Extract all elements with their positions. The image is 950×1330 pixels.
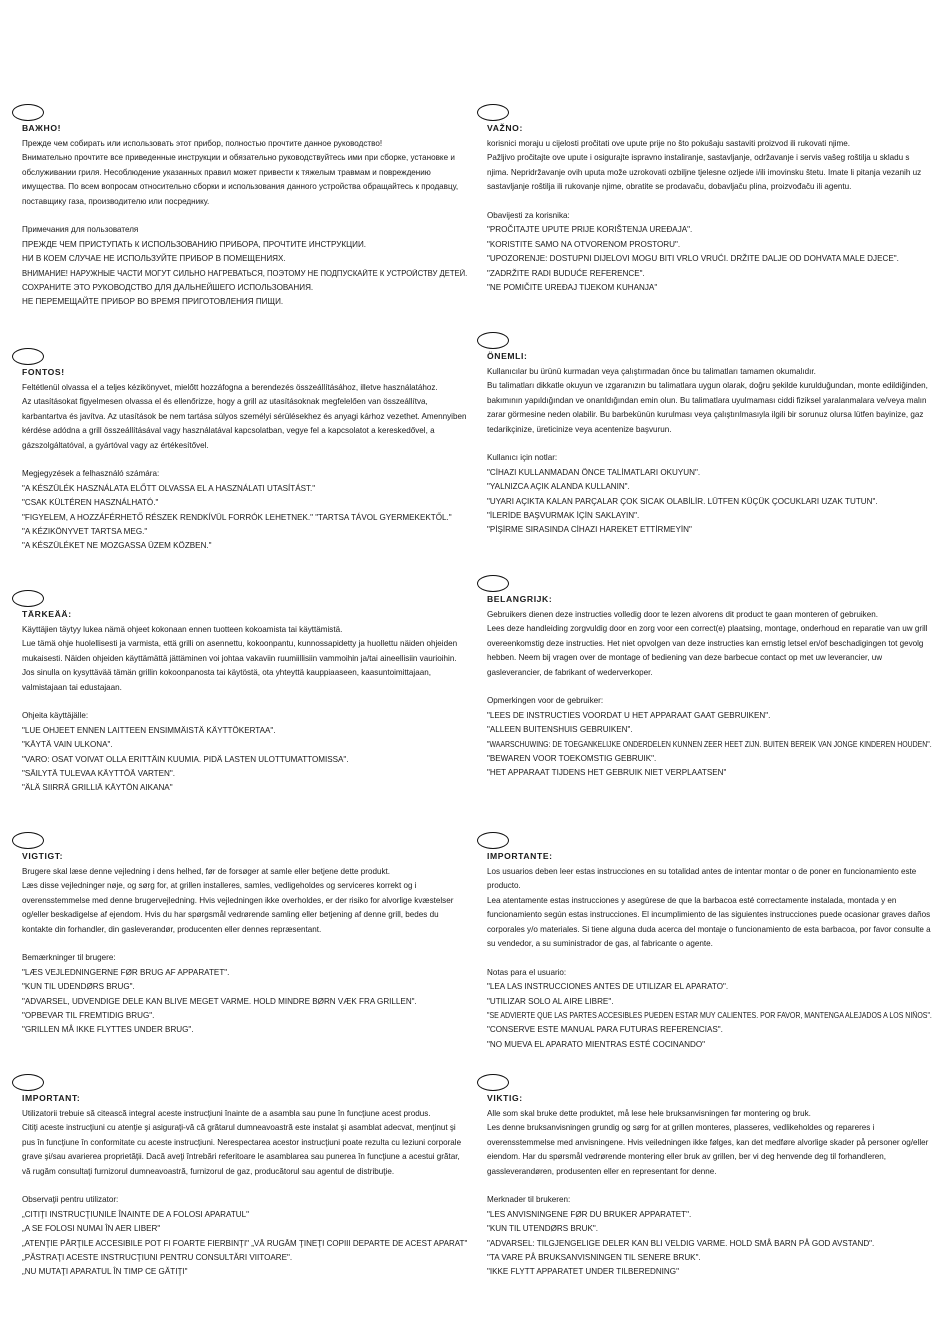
language-marker-oval (477, 104, 509, 121)
notes-title: Opmerkingen voor de gebruiker: (487, 696, 604, 706)
note-item: "CİHAZI KULLANMADAN ÖNCE TALİMATLARI OKUYUN". (487, 467, 701, 477)
section-body: Bu talimatları dikkatle okuyun ve ızgaranızın bu talimatlara uygun olarak, doğru şekilde kurulduğundan, monte edildiğinden, bakımının yapıldığından ve onarıldığından emin olun. Bu talimatlara uyulmaması ciddi fiziksel yaralanmalara ve/veya malın zarar görmesine neden olabilir. Bu barbekünün kurulması veya çalıştırılmasıyla ilgili bir sorunuz olursa lütfen bayinize, gaz tedarikçinize, üreticinize veya acentenize başvurun. (487, 381, 928, 434)
section-body: Lea atentamente estas instrucciones y asegúrese de que la barbacoa esté correctamente instalada, montada y en funcionamiento según estas instrucciones. El incumplimiento de las siguientes instrucciones puede ocasionar graves daños corporales y/o materiales. Si tiene alguna duda acerca del montaje o funcionamiento de esta barbacoa, por favor consulte a su vendedor, a su suministrador de gas, al fabricante o agente. (487, 895, 931, 949)
note-item: „ATENŢIE PĂRŢILE ACCESIBILE POT FI FOARTE FIERBINŢI" „VĂ RUGĂM ŢINEŢI COPIII DEPARTE DE ACEST APARAT" (22, 1238, 468, 1248)
note-item: "HET APPARAAT TIJDENS HET GEBRUIK NIET VERPLAATSEN" (487, 768, 727, 778)
note-item: "VARO: OSAT VOIVAT OLLA ERITTÄIN KUUMIA. PIDÄ LASTEN ULOTTUMATTOMISSA". (22, 754, 349, 764)
note-item: "SÄILYTÄ TULEVAA KÄYTTÖÄ VARTEN". (22, 769, 175, 779)
note-item: "UPOZORENJE: DOSTUPNI DIJELOVI MOGU BITI VRLO VRUĆI. DRŽITE DALJE OD DOHVATA MALE DJECE". (487, 254, 899, 264)
note-item: "A KÉSZÜLÉKET NE MOZGASSA ÜZEM KÖZBEN." (22, 541, 212, 551)
note-item: "ADVARSEL, UDVENDIGE DELE KAN BLIVE MEGET VARME. HOLD MINDRE BØRN VÆK FRA GRILLEN". (22, 996, 417, 1006)
section-body: Внимательно прочтите все приведенные инструкции и обязательно руководствуйтесь ими при сборке, установке и обслуживании гриля. Несоблюдение указанных правил может привести к тяжелым травмам и повреждению имущества. По всем вопросам относительно сборки и использования данного устройства обращайтесь к продавцу, поставщику газа, производителю или посреднику. (22, 153, 459, 206)
note-item: "PROČITAJTE UPUTE PRIJE KORIŠTENJA UREĐAJA". (487, 225, 693, 235)
note-item: "LEES DE INSTRUCTIES VOORDAT U HET APPARAAT GAAT GEBRUIKEN". (487, 710, 771, 720)
note-item: "YALNIZCA AÇIK ALANDA KULLANIN". (487, 482, 630, 492)
note-item: "UYARI AÇIKTA KALAN PARÇALAR ÇOK SICAK OLABİLİR. LÜTFEN KÜÇÜK ÇOCUKLARI UZAK TUTUN". (487, 496, 878, 506)
note-item: "ADVARSEL: TILGJENGELIGE DELER KAN BLI VELDIG VARME. HOLD SMÅ BARN PÅ GOD AVSTAND". (487, 1238, 875, 1248)
note-item: "KUN TIL UDENDØRS BRUG". (22, 982, 135, 992)
notes-title: Примечания для пользователя (22, 225, 139, 235)
section-intro: korisnici moraju u cijelosti pročitati ove upute prije no što pokušaju sastaviti proizvod ili rukovati njime. (487, 139, 851, 148)
section-danish (22, 832, 467, 1038)
section-heading: VIGTIGT: (22, 851, 64, 861)
notes-title: Ohjeita käyttäjälle: (22, 711, 89, 721)
note-item: „A SE FOLOSI NUMAI ÎN AER LIBER" (22, 1224, 161, 1234)
note-item: "PİŞİRME SIRASINDA CİHAZI HAREKET ETTİRMEYİN" (487, 525, 692, 535)
language-marker-oval (12, 832, 44, 849)
section-heading: VIKTIG: (487, 1093, 523, 1103)
section-hungarian (22, 348, 467, 554)
section-heading: TÄRKEÄÄ: (22, 609, 72, 619)
note-item: ВНИМАНИЕ! НАРУЖНЫЕ ЧАСТИ МОГУТ СИЛЬНО НАГРЕВАТЬСЯ, ПОЭТОМУ НЕ ПОДПУСКАЙТЕ К УСТРОЙСТВУ ДЕТЕЙ. (22, 268, 468, 278)
section-intro: Feltétlenül olvassa el a teljes kézikönyvet, mielőtt hozzáfogna a berendezés összeállításához, illetve használatához. (22, 383, 438, 392)
note-item: "ZADRŽITE RADI BUDUĆE REFERENCE". (487, 268, 645, 278)
section-heading: IMPORTANTE: (487, 851, 553, 861)
note-item: "CSAK KÜLTÉREN HASZNÁLHATÓ." (22, 498, 159, 508)
section-body: Les denne bruksanvisningen grundig og sørg for at grillen monteres, plasseres, vedlikeholdes og repareres i overensstemmelse med anvisningene. Hvis veiledningen ikke følges, kan det medføre alvorlige skader på personer og/eller eiendom. Har du spørsmål vedrørende montering eller bruk av grillen, ber vi deg henvende deg til forhandleren, gassleverandøren, produsenten eller en representant for denne. (487, 1123, 929, 1176)
note-item: „CITIŢI INSTRUCŢIUNILE ÎNAINTE DE A FOLOSI APARATUL" (22, 1209, 249, 1219)
section-heading: FONTOS! (22, 367, 65, 377)
section-croatian (487, 104, 932, 295)
note-item: „NU MUTAŢI APARATUL ÎN TIMP CE GĂTIŢI" (22, 1267, 188, 1277)
section-dutch (487, 575, 932, 781)
note-item: "BEWAREN VOOR TOEKOMSTIG GEBRUIK". (487, 754, 657, 764)
notes-title: Notas para el usuario: (487, 967, 567, 977)
section-body: Lees deze handleiding zorgvuldig door en zorg voor een correct(e) plaatsing, montage, onderhoud en reparatie van uw grill overeenkomstig deze instructies. Het niet opvolgen van deze instructies kan ernstig letsel en/of beschadigingen tot gevolg hebben. Neem bij vragen over de montage of bediening van deze barbecue contact op met uw leverancier, uw gasleverancier, de fabrikant of wederverkoper. (487, 624, 928, 677)
notes-title: Obavijesti za korisnika: (487, 211, 570, 221)
notes-title: Observaţii pentru utilizator: (22, 1195, 119, 1205)
note-item: НЕ ПЕРЕМЕЩАЙТЕ ПРИБОР ВО ВРЕМЯ ПРИГОТОВЛЕНИЯ ПИЩИ. (22, 297, 284, 307)
language-marker-oval (477, 332, 509, 349)
note-item: "LÆS VEJLEDNINGERNE FØR BRUG AF APPARATET". (22, 967, 230, 977)
note-item: "KORISTITE SAMO NA OTVORENOM PROSTORU". (487, 239, 681, 249)
note-item: НИ В КОЕМ СЛУЧАЕ НЕ ИСПОЛЬЗУЙТЕ ПРИБОР В ПОМЕЩЕНИЯХ. (22, 254, 286, 264)
section-heading: ВАЖНО! (22, 123, 62, 133)
section-intro: Kullanıcılar bu ürünü kurmadan veya çalıştırmadan önce bu talimatları tamamen okumalıdır. (487, 367, 816, 376)
note-item: "A KÉZIKÖNYVET TARTSA MEG." (22, 527, 148, 537)
language-marker-oval (477, 832, 509, 849)
language-marker-oval (12, 104, 44, 121)
note-item: "ÄLÄ SIIRRÄ GRILLIÄ KÄYTÖN AIKANA" (22, 783, 173, 793)
section-heading: ÖNEMLI: (487, 351, 528, 361)
note-item: "IKKE FLYTT APPARATET UNDER TILBEREDNING" (487, 1267, 679, 1277)
section-norwegian (487, 1074, 932, 1280)
section-heading: VAŽNO: (487, 123, 523, 133)
language-marker-oval (477, 1074, 509, 1091)
section-finnish (22, 590, 467, 796)
section-intro: Utilizatorii trebuie să citească integral aceste instrucţiuni înainte de a asambla sau pune în funcţiune acest produs. (22, 1109, 431, 1118)
section-body: Læs disse vejledninger nøje, og sørg for, at grillen installeres, samles, vedligeholdes og serviceres korrekt og i overensstemmelse med denne brugervejledning. Hvis vejledningen ikke overholdes, er der risiko for alvorlige kvæstelser og/eller beskadigelse af ejendom. Hvis du har spørgsmål vedrørende samling eller betjening af denne grill, bedes du kontakte din forhandler, din gasleverandør, producenten eller dennes repræsentant. (22, 881, 454, 934)
note-item: "CONSERVE ESTE MANUAL PARA FUTURAS REFERENCIAS". (487, 1025, 723, 1035)
note-item: СОХРАНИТЕ ЭТО РУКОВОДСТВО ДЛЯ ДАЛЬНЕЙШЕГО ИСПОЛЬЗОВАНИЯ. (22, 283, 314, 293)
notes-title: Megjegyzések a felhasználó számára: (22, 469, 160, 479)
note-item: "A KÉSZÜLÉK HASZNÁLATA ELŐTT OLVASSA EL A HASZNÁLATI UTASÍTÁST." (22, 483, 316, 493)
section-intro: Los usuarios deben leer estas instrucciones en su totalidad antes de intentar montar o de poner en funcionamiento este producto. (487, 867, 917, 891)
note-item: "LUE OHJEET ENNEN LAITTEEN ENSIMMÄISTÄ KÄYTTÖKERTAA". (22, 725, 276, 735)
section-intro: Käyttäjien täytyy lukea nämä ohjeet kokonaan ennen tuotteen kokoamista tai käyttämistä. (22, 625, 343, 634)
section-spanish (487, 832, 932, 1052)
notes-title: Kullanıcı için notlar: (487, 453, 558, 463)
note-item: "ALLEEN BUITENSHUIS GEBRUIKEN". (487, 725, 633, 735)
note-item: "GRILLEN MÅ IKKE FLYTTES UNDER BRUG". (22, 1025, 194, 1035)
language-marker-oval (12, 590, 44, 607)
section-body: Az utasításokat figyelmesen olvassa el és ellenőrizze, hogy a grill az utasításoknak megfelelően van összeállítva, karbantartva és javítva. Az utasítások be nem tartása súlyos személyi sérülésekhez és anyagi kárhoz vezethet. Amennyiben kérdése adódna a grill összeállításával vagy használatával kapcsolatban, vegye fel a kapcsolatot a kereskedővel, a gázszolgáltatóval, a gyártóval vagy az értékesítővel. (22, 397, 467, 450)
note-item: "UTILIZAR SOLO AL AIRE LIBRE". (487, 996, 614, 1006)
note-item: "LEA LAS INSTRUCCIONES ANTES DE UTILIZAR EL APARATO". (487, 982, 729, 992)
section-intro: Gebruikers dienen deze instructies volledig door te lezen alvorens dit product te gaan monteren of gebruiken. (487, 610, 878, 619)
note-item: "İLERİDE BAŞVURMAK İÇİN SAKLAYIN". (487, 511, 640, 521)
section-heading: BELANGRIJK: (487, 594, 553, 604)
section-russian (22, 104, 467, 310)
section-body: Citiţi aceste instrucţiuni cu atenţie şi asiguraţi-vă că grătarul dumneavoastră este instalat şi asamblat adecvat, menţinut şi pus în funcţiune în conformitate cu aceste instrucţiuni. Nerespectarea acestor instrucţiuni poate rezulta cu leziuni corporale grave şi/sau avarierea proprietăţii. Dacă aveţi întrebări referitoare le asamblarea sau punerea în funcţiune a acestui grătar, vă rugăm consultaţi furnizorul dumneavoastră, furnizorul de gaz, producătorul sau agentul de distribuţie. (22, 1123, 462, 1176)
note-item: "NE POMIČITE UREĐAJ TIJEKOM KUHANJA" (487, 283, 658, 293)
note-item: "KÄYTÄ VAIN ULKONA". (22, 740, 113, 750)
note-item: ПРЕЖДЕ ЧЕМ ПРИСТУПАТЬ К ИСПОЛЬЗОВАНИЮ ПРИБОРА, ПРОЧТИТЕ ИНСТРУКЦИИ. (22, 239, 367, 249)
notes-title: Merknader til brukeren: (487, 1195, 571, 1205)
note-item: „PĂSTRAŢI ACESTE INSTRUCŢIUNI PENTRU CONSULTĂRI VIITOARE". (22, 1253, 293, 1263)
section-intro: Прежде чем собирать или использовать этот прибор, полностью прочтите данное руководство! (22, 139, 383, 148)
section-body: Pažljivo pročitajte ove upute i osigurajte ispravno instaliranje, sastavljanje, održavanje i servis vašeg roštilja u skladu s njima. Nepridržavanje ovih uputa može uzrokovati ozbiljne tjelesne ozljede i/ili imovinsku štetu. Imate li pitanja vezanih uz sastavljanje roštilja ili rukovanje njime, obratite se prodavaču, dobavljaču plina, proizvođaču ili agentu. (487, 153, 922, 192)
note-item: "LES ANVISNINGENE FØR DU BRUKER APPARATET". (487, 1209, 692, 1219)
section-intro: Alle som skal bruke dette produktet, må lese hele bruksanvisningen før montering og bruk. (487, 1109, 811, 1118)
section-body: Lue tämä ohje huolellisesti ja varmista, että grilli on asennettu, kokoonpantu, kunnossapidetty ja huollettu näiden ohjeiden mukaisesti. Näiden ohjeiden käyttämättä jättäminen voi johtaa vakaviin ruumiillisiin vammoihin ja/tai aineellisiin vaurioihin. Jos sinulla on kysyttävää tämän grillin kokoonpanosta tai käytöstä, ota yhteyttä kauppiaaseen, kaasuntoimittajaan, valmistajaan tai edustajaan. (22, 639, 458, 692)
language-marker-oval (12, 348, 44, 365)
note-item: "SE ADVIERTE QUE LAS PARTES ACCESIBLES PUEDEN ESTAR MUY CALIENTES. POR FAVOR, MANTENGA ALEJADOS A LOS NIÑOS". (487, 1011, 932, 1021)
notes-title: Bemærkninger til brugere: (22, 953, 116, 963)
note-item: "TA VARE PÅ BRUKSANVISNINGEN TIL SENERE BRUK". (487, 1253, 701, 1263)
section-heading: IMPORTANT: (22, 1093, 81, 1103)
section-romanian (22, 1074, 467, 1280)
note-item: "KUN TIL UTENDØRS BRUK". (487, 1224, 598, 1234)
note-item: "FIGYELEM, A HOZZÁFÉRHETŐ RÉSZEK RENDKÍVÜL FORRÓK LEHETNEK." "TARTSA TÁVOL GYERMEKEKTŐL." (22, 512, 452, 522)
note-item: "WAARSCHUWING: DE TOEGANKELIJKE ONDERDELEN KUNNEN ZEER HEET ZIJN. BUITEN BEREIK VAN JONGE KINDEREN HOUDEN". (487, 739, 932, 749)
note-item: "OPBEVAR TIL FREMTIDIG BRUG". (22, 1011, 155, 1021)
section-intro: Brugere skal læse denne vejledning i dens helhed, før de forsøger at samle eller betjene dette produkt. (22, 867, 391, 876)
note-item: "NO MUEVA EL APARATO MIENTRAS ESTÉ COCINANDO" (487, 1039, 706, 1049)
section-turkish (487, 332, 932, 538)
language-marker-oval (477, 575, 509, 592)
language-marker-oval (12, 1074, 44, 1091)
